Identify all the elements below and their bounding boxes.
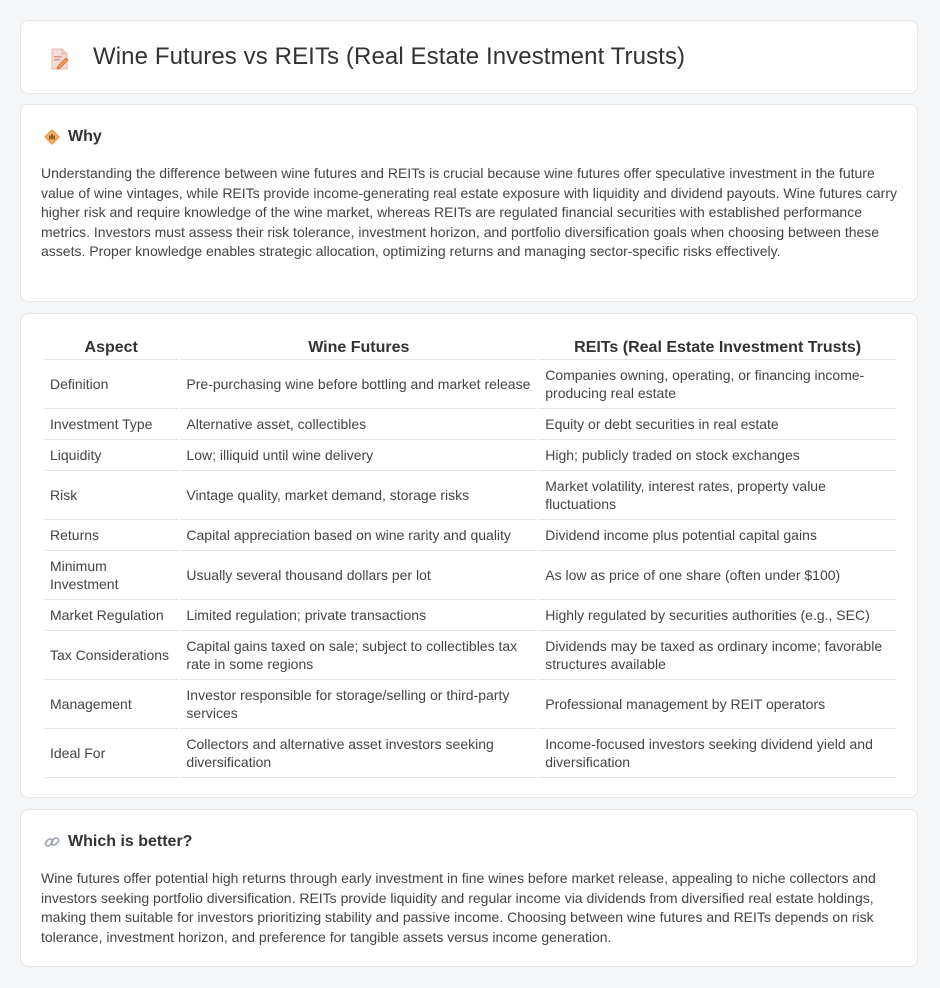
cell-aspect: Investment Type: [44, 409, 178, 440]
title-card: [20, 20, 918, 94]
cell-wine: Investor responsible for storage/selling or third-party services: [180, 680, 537, 729]
table-header-row: [44, 335, 896, 360]
table-row: [44, 680, 896, 729]
why-header: [43, 127, 102, 147]
link-icon: [43, 833, 61, 851]
cell-aspect: Risk: [44, 471, 178, 520]
comparison-table-card: [20, 313, 918, 798]
cell-wine: Vintage quality, market demand, storage risks: [180, 471, 537, 520]
cell-reits: Dividends may be taxed as ordinary income; favorable structures available: [539, 631, 896, 680]
why-section: [20, 104, 918, 302]
cell-reits: Companies owning, operating, or financing income-producing real estate: [539, 360, 896, 409]
table-row: [44, 600, 896, 631]
cell-aspect: Tax Considerations: [44, 631, 178, 680]
cell-wine: Limited regulation; private transactions: [180, 600, 537, 631]
cell-aspect: Ideal For: [44, 729, 178, 778]
cell-wine: Alternative asset, collectibles: [180, 409, 537, 440]
table-row: [44, 440, 896, 471]
table-row: [44, 729, 896, 778]
header-aspect: Aspect: [44, 335, 178, 360]
cell-reits: Market volatility, interest rates, property value fluctuations: [539, 471, 896, 520]
cell-wine: Usually several thousand dollars per lot: [180, 551, 537, 600]
header-wine-futures: Wine Futures: [180, 335, 537, 360]
table-row: [44, 631, 896, 680]
cell-aspect: Market Regulation: [44, 600, 178, 631]
which-is-better-section: [20, 809, 918, 967]
cell-reits: Equity or debt securities in real estate: [539, 409, 896, 440]
cell-reits: Dividend income plus potential capital gains: [539, 520, 896, 551]
why-text: Understanding the difference between wine futures and REITs is crucial because wine futures offer speculative investment in the future value of wine vintages, while REITs provide income-generating real estate exposure with liquidity and dividend payouts. Wine futures carry higher risk and require knowledge of the wine market, whereas REITs are regulated financial securities with established performance metrics. Investors must assess their risk tolerance, investment horizon, and portfolio diversification goals when choosing between these assets. Proper knowledge enables strategic allocation, optimizing returns and managing sector-specific risks effectively.: [41, 165, 898, 259]
document-edit-icon: [47, 47, 71, 71]
comparison-table: [42, 335, 898, 778]
page-title: Wine Futures vs REITs (Real Estate Investment Trusts): [93, 43, 686, 70]
cell-reits: Income-focused investors seeking dividend yield and diversification: [539, 729, 896, 778]
cell-aspect: Minimum Investment: [44, 551, 178, 600]
table-row: [44, 409, 896, 440]
cell-aspect: Management: [44, 680, 178, 729]
cell-reits: Highly regulated by securities authorities (e.g., SEC): [539, 600, 896, 631]
table-row: [44, 551, 896, 600]
better-text: Wine futures offer potential high returns through early investment in fine wines before market release, appealing to niche collectors and investors seeking portfolio diversification. REITs provide liquidity and regular income via dividends from diversified real estate holdings, making them suitable for investors prioritizing stability and passive income. Choosing between wine futures and REITs depends on risk tolerance, investment horizon, and preference for tangible assets versus income generation.: [41, 870, 876, 945]
cell-reits: As low as price of one share (often under $100): [539, 551, 896, 600]
cell-aspect: Returns: [44, 520, 178, 551]
cell-aspect: Definition: [44, 360, 178, 409]
better-heading: Which is better?: [68, 833, 193, 850]
better-header: [43, 832, 192, 852]
table-row: [44, 360, 896, 409]
why-heading: Why: [68, 128, 102, 145]
cell-wine: Capital appreciation based on wine rarity and quality: [180, 520, 537, 551]
diamond-warning-icon: [43, 128, 61, 146]
header-reits: REITs (Real Estate Investment Trusts): [539, 335, 896, 360]
cell-wine: Capital gains taxed on sale; subject to collectibles tax rate in some regions: [180, 631, 537, 680]
table-row: [44, 471, 896, 520]
cell-aspect: Liquidity: [44, 440, 178, 471]
table-row: [44, 520, 896, 551]
cell-wine: Pre-purchasing wine before bottling and market release: [180, 360, 537, 409]
cell-reits: Professional management by REIT operators: [539, 680, 896, 729]
cell-wine: Low; illiquid until wine delivery: [180, 440, 537, 471]
cell-wine: Collectors and alternative asset investors seeking diversification: [180, 729, 537, 778]
cell-reits: High; publicly traded on stock exchanges: [539, 440, 896, 471]
